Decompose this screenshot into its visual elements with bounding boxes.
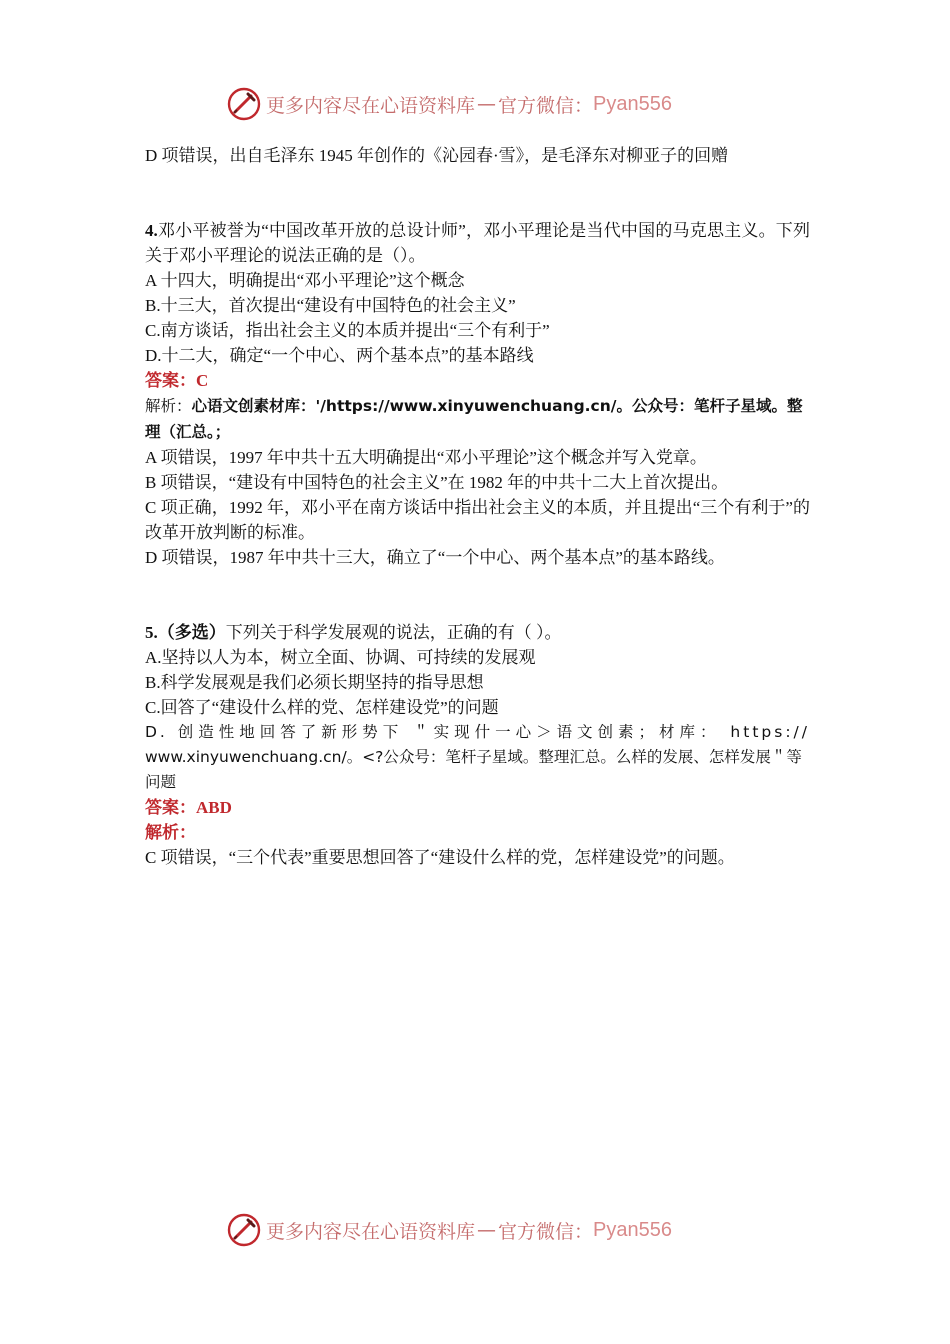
header-dash: — <box>477 93 497 115</box>
pen-logo-icon <box>226 1212 262 1248</box>
document-body <box>145 143 810 870</box>
q5-option-b: B.科学发展观是我们必须长期坚持的指导思想 <box>145 673 484 692</box>
q4-option-b: B.十三大，首次提出“建设有中国特色的社会主义” <box>145 296 516 315</box>
header-brand: 更多内容尽在心语资料库 <box>266 94 476 117</box>
q5-option-d-line1: D. 创造性地回答了新形势下 ＂实现什一心＞语文创素；材库： https:// <box>145 723 810 741</box>
q5-stem-line <box>145 620 810 645</box>
q4-stem: 邓小平被誉为“中国改革开放的总设计师”，邓小平理论是当代中国的马克思主义。下列关于邓小平理论的说法正确的是（）。 <box>145 221 810 265</box>
q4-explanation-d: D 项错误，1987 年中共十三大，确立了“一个中心、两个基本点”的基本路线。 <box>145 548 725 567</box>
q4-explanation-b: B 项错误，“建设有中国特色的社会主义”在 1982 年的中共十二大上首次提出。 <box>145 473 729 492</box>
pen-logo-icon <box>226 86 262 122</box>
q4-analysis-line <box>145 393 810 445</box>
question-4 <box>145 218 810 570</box>
q5-number: 5. <box>145 623 158 642</box>
footer-brand: 更多内容尽在心语资料库 <box>266 1220 476 1243</box>
q4-option-c: C.南方谈话，指出社会主义的本质并提出“三个有利于” <box>145 321 550 340</box>
footer-banner <box>226 1210 726 1250</box>
q5-analysis-label: 解析： <box>145 823 196 842</box>
q5-stem: 下列关于科学发展观的说法，正确的有（ ）。 <box>225 623 562 642</box>
header-wechat-id: Pyan556 <box>593 92 672 115</box>
q4-answer: 答案：C <box>145 371 209 390</box>
prev-d-line: D 项错误，出自毛泽东 1945 年创作的《沁园春·雪》，是毛泽东对柳亚子的回赠 <box>145 146 729 165</box>
q4-explanation-c: C 项正确，1992 年，邓小平在南方谈话中指出社会主义的本质，并且提出“三个有利于”的改革开放判断的标准。 <box>145 498 810 542</box>
question-5 <box>145 620 810 870</box>
q4-explanation-a: A 项错误，1997 年中共十五大明确提出“邓小平理论”这个概念并写入党章。 <box>145 448 707 467</box>
q5-answer: 答案：ABD <box>145 798 232 817</box>
q5-tag: （多选） <box>157 623 226 642</box>
footer-wechat-label: 官方微信： <box>498 1220 594 1243</box>
q5-option-c: C.回答了“建设什么样的党、怎样建设党”的问题 <box>145 698 499 717</box>
q5-option-d-rest: www.xinyuwenchuang.cn/。<?公众号：笔杆子星域。整理汇总。么样的发展、怎样发展＂等问题 <box>145 748 802 791</box>
q4-number: 4. <box>145 221 158 240</box>
q4-analysis-label: 解析： <box>145 397 192 415</box>
q4-stem-line <box>145 218 810 268</box>
q4-option-d: D.十二大，确定“一个中心、两个基本点”的基本路线 <box>145 346 534 365</box>
q5-option-a: A.坚持以人为本，树立全面、协调、可持续的发展观 <box>145 648 536 667</box>
q5-explanation: C 项错误，“三个代表”重要思想回答了“建设什么样的党，怎样建设党”的问题。 <box>145 848 735 867</box>
footer-wechat-id: Pyan556 <box>593 1218 672 1241</box>
header-banner <box>226 84 726 124</box>
header-wechat-label: 官方微信： <box>498 94 594 117</box>
q4-option-a: A 十四大，明确提出“邓小平理论”这个概念 <box>145 271 465 290</box>
footer-dash: — <box>477 1219 497 1241</box>
q4-analysis-watermark: 心语文创素材库：'/https://www.xinyuwenchuang.cn/。公众号：笔杆子星域。整理（汇总。； <box>145 397 803 441</box>
